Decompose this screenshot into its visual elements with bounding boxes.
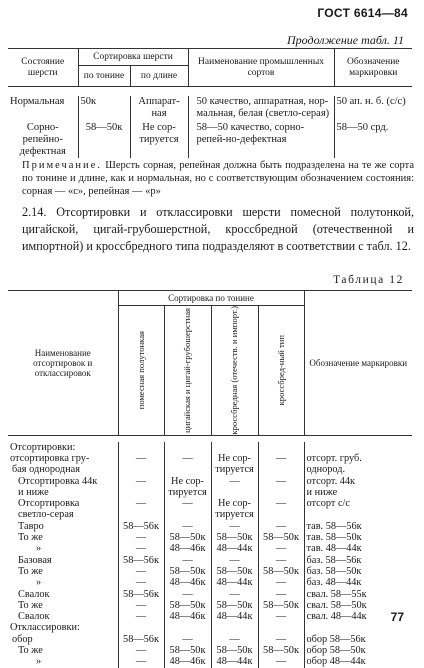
cell-name: Отклассировки: [10,622,80,634]
cell-value: — [211,589,258,600]
table-row [8,498,412,509]
cell-value: — [164,634,211,645]
cell-value: 58—50к [258,600,304,611]
cell-mark: баз. 58—56к [304,555,412,566]
cell-value: — [258,453,304,464]
table-12 [8,290,412,668]
cell-name: То же [18,565,43,577]
cell-name: Отсортировка 44к [18,475,98,487]
cell-value: — [118,656,164,667]
cell-value: — [164,555,211,566]
page-number: 77 [390,610,404,624]
cell-name: » [36,543,42,555]
cell-name: Свалок [18,588,50,600]
cell-name: То же [18,599,43,611]
cell-value: Не сор- [211,498,258,509]
cell-value: — [164,498,211,509]
cell-value: — [211,555,258,566]
cell-value: Не сор- [164,476,211,487]
cell-value: — [258,476,304,487]
cell-value: — [258,611,304,622]
cell-value [211,622,258,633]
cell-name: 58—50 качество, сорно-репей-но-дефектная [188,120,334,158]
table-row [8,645,412,656]
table11-header-fineness: по тонине [78,66,130,87]
cell-value [258,622,304,633]
cell-value: — [118,577,164,588]
cell-value: — [164,589,211,600]
table-row [8,566,412,577]
cell-value: 58—50к [211,600,258,611]
cell-mark: отсорт. груб. [304,453,412,464]
cell-value [164,509,211,520]
cell-mark: свал. 48—44к [304,611,412,622]
cell-name: » [36,577,42,589]
cell-value: — [118,532,164,543]
cell-value: — [258,577,304,588]
table-row [8,476,412,487]
table11-header-mark: Обозначение маркировки [334,49,412,87]
table11-header-name: Наименование промышленных сортов [188,49,334,87]
cell-value: — [258,498,304,509]
cell-value [118,487,164,498]
cell-value [211,442,258,453]
cell-value [164,442,211,453]
cell-name: отсортировка гру- [10,452,90,464]
cell-value: 48—46к [164,577,211,588]
cell-value: 58—50к [211,645,258,656]
cell-value: 58—50к [258,532,304,543]
cell-mark: 50 ап. н. б. (с/с) [334,96,412,120]
table-row [8,453,412,464]
table-row [8,120,412,158]
cell-value: 48—44к [211,611,258,622]
table12-subheader-crossbred: кроссбредная (отечеств. и импорт.) [229,306,239,435]
cell-value: — [258,656,304,667]
cell-value [118,442,164,453]
cell-value: — [211,476,258,487]
cell-mark: и ниже [304,487,412,498]
cell-name: светло-серая [18,509,74,521]
cell-mark [304,622,412,633]
cell-mark: обор 48—44к [304,656,412,667]
cell-length: Аппарат-ная [130,96,188,120]
table-row [8,555,412,566]
table-row [8,464,412,475]
cell-value: — [118,543,164,554]
table11-header-state: Состояние шерсти [8,49,78,87]
cell-value: 58—50к [164,600,211,611]
cell-value: — [118,600,164,611]
table-row [8,577,412,588]
cell-value: 48—46к [164,611,211,622]
cell-value: 58—56к [118,555,164,566]
cell-value [258,509,304,520]
table-continuation-label: Продолжение табл. 11 [286,33,404,47]
cell-mark: однород. [304,464,412,475]
cell-value: 48—44к [211,577,258,588]
cell-value [258,464,304,475]
cell-value [164,622,211,633]
table11-header-length: по длине [130,66,188,87]
cell-value: 58—50к [164,532,211,543]
cell-state: Сорно-репейно-дефектная [19,122,66,157]
table-row [8,532,412,543]
cell-length: Не сор-тируется [130,120,188,158]
cell-mark: обор 58—50к [304,645,412,656]
cell-value: — [258,555,304,566]
cell-value: — [258,543,304,554]
cell-value [118,464,164,475]
cell-value: — [118,645,164,656]
table12-subheader-semifine: помесная полутонкая [135,331,146,410]
cell-value: 48—44к [211,543,258,554]
cell-value: — [258,521,304,532]
cell-name: Базовая [18,554,52,566]
cell-value: 58—56к [118,634,164,645]
cell-fineness: 50к [78,96,130,120]
table12-header-name: Наименование отсортировок и отклассировок [8,291,118,436]
cell-value: — [118,453,164,464]
table-row [8,622,412,633]
table-row [8,589,412,600]
table-row [8,634,412,645]
cell-mark: отсорт. 44к [304,476,412,487]
cell-value: — [211,634,258,645]
cell-mark: баз. 58—50к [304,566,412,577]
table-row [8,521,412,532]
table-row [8,442,412,453]
cell-mark: баз. 48—44к [304,577,412,588]
table-row [8,487,412,498]
cell-fineness: 58—50к [78,120,130,158]
cell-mark [304,509,412,520]
cell-value: — [258,634,304,645]
cell-value: — [118,611,164,622]
clause-paragraph: 2.14. Отсортировки и отклассировки шерсти помесной полутонкой, цигайской, цигай-грубошерстной, кроссбредной (отечественной и импортной) и кроссбредного типа подразделяют в соответствии с табл. 12. [22,205,414,253]
cell-name: То же [18,532,43,544]
cell-value: 58—56к [118,589,164,600]
cell-value [211,487,258,498]
cell-value: — [118,498,164,509]
cell-name: обор [12,633,33,645]
cell-value: — [258,589,304,600]
cell-value: 48—46к [164,543,211,554]
cell-name: бая однородная [12,464,80,476]
table-row [8,656,412,667]
cell-state: Нормальная [10,96,65,107]
cell-value: тируется [211,509,258,520]
note-text: Шерсть сорная, репейная должна быть подразделена на те же сорта по тонине и длине, как и нормальная, но с соответствующим обозначением состояния: сорная — «с», репейная — «р» [22,160,415,197]
cell-mark: тав. 58—50к [304,532,412,543]
cell-value: — [118,566,164,577]
cell-value: 48—44к [211,656,258,667]
cell-value: 58—50к [258,645,304,656]
cell-value: тируется [211,464,258,475]
table12-header-sorting: Сортировка по тонине [118,291,304,306]
cell-value [118,622,164,633]
cell-name: Свалок [18,611,50,623]
cell-name: Отсортировка [18,498,80,510]
cell-value: 58—50к [258,566,304,577]
cell-value: тируется [164,487,211,498]
cell-value: 58—50к [211,566,258,577]
cell-mark: тав. 58—56к [304,521,412,532]
cell-mark: отсорт с/с [304,498,412,509]
cell-mark [304,442,412,453]
table12-body [8,442,412,668]
table11-header-sorting: Сортировка шерсти [78,49,188,66]
table-note [22,159,414,198]
cell-value: 58—50к [164,566,211,577]
cell-value: 58—50к [164,645,211,656]
table12-subheader-crossbred-type: кроссбред-ный тип [275,335,286,406]
cell-name: Отсортировки: [10,441,76,453]
table-row [8,509,412,520]
cell-value: 58—50к [211,532,258,543]
table-row [8,96,412,120]
cell-value: — [211,521,258,532]
cell-value: Не сор- [211,453,258,464]
table-row [8,543,412,554]
table-11 [8,48,412,158]
cell-mark: 58—50 срд. [334,120,412,158]
table-row [8,600,412,611]
cell-mark: тав. 48—44к [304,543,412,554]
cell-mark: свал. 58—50к [304,600,412,611]
cell-value [258,487,304,498]
cell-mark: свал. 58—55к [304,589,412,600]
cell-name: То же [18,644,43,656]
cell-value: — [164,521,211,532]
cell-value [164,464,211,475]
cell-name: и ниже [18,486,49,498]
document-code: ГОСТ 6614—84 [317,6,408,20]
cell-name: 50 качество, аппаратная, нор-мальная, белая (светло-серая) [188,96,334,120]
table12-caption: Таблица 12 [333,274,404,286]
cell-value: — [164,453,211,464]
cell-name: Тавро [18,520,44,532]
table12-subheader-tsigai: цигайская и цигай-грубошерстная [182,307,192,433]
cell-value [258,442,304,453]
table-row [8,611,412,622]
cell-value: — [118,476,164,487]
table12-header-mark: Обозначение маркировки [304,291,412,436]
note-label: Примечание. [22,160,102,171]
cell-value [118,509,164,520]
cell-name: » [36,656,42,668]
cell-value: 58—56к [118,521,164,532]
cell-value: 48—46к [164,656,211,667]
cell-mark: обор 58—56к [304,634,412,645]
